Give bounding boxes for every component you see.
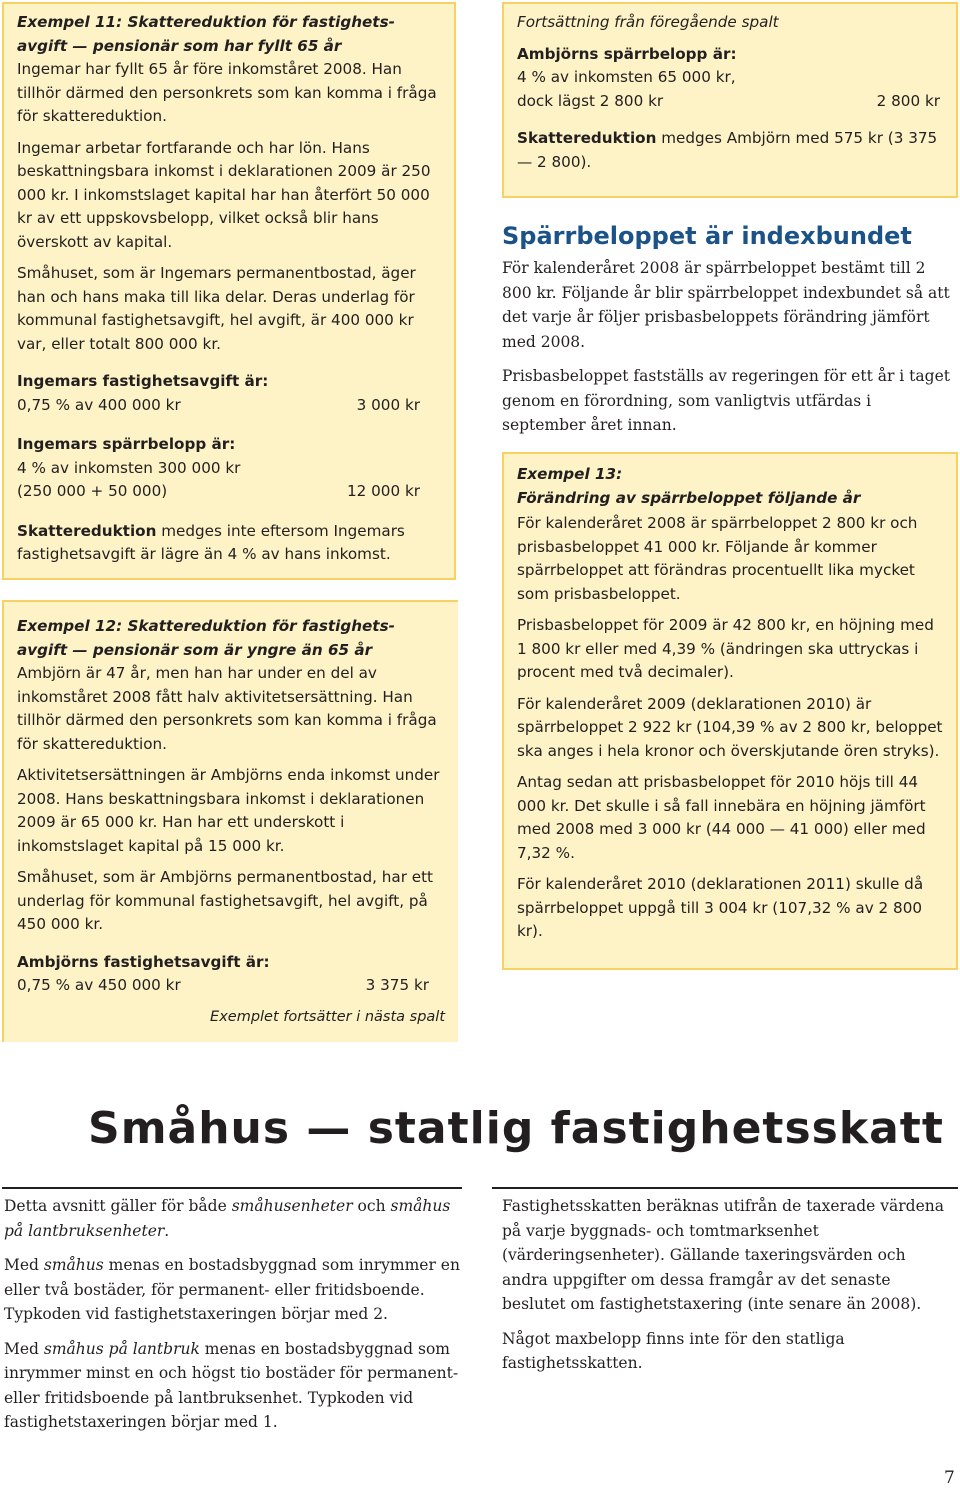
fee-calculation: 0,75 % av 450 000 kr [17, 976, 181, 994]
limit-amount: 12 000 kr [346, 482, 420, 500]
example-13 [517, 463, 945, 952]
example-12-limit-heading: Ambjörns spärrbelopp är: [517, 44, 737, 63]
limit-calculation-1: 4 % av inkomsten 300 000 kr [17, 458, 241, 477]
page-number: 7 [944, 1468, 955, 1488]
index-para-1: För kalenderåret 2008 är spärrbeloppet bestämt till 2 800 kr. Följande år blir spärrbeloppet indexbundet så att det varje år följer prisbasbeloppets förändring jämfört med 2008. [502, 259, 950, 351]
example-13-title: Exempel 13: Förändring av spärrbeloppet följande år [517, 465, 861, 507]
limit-calculation-2: dock lägst 2 800 kr [517, 91, 664, 110]
right-column-rule [492, 1187, 958, 1189]
example-13-para-1: För kalenderåret 2008 är spärrbeloppet 2 800 kr och prisbasbeloppet 41 000 kr. Följande år kommer spärrbeloppet att förändras procentuellt lika mycket som prisbasbeloppet. [517, 514, 918, 603]
example-12-continued [517, 11, 945, 182]
example-11-para-2: Ingemar arbetar fortfarande och har lön. Hans beskattningsbara inkomst i deklarationen 2009 är 250 000 kr. I inkomstslaget kapital har han återfört 50 000 kr av ett uppskovsbelopp, vilket också blir hans överskott av kapital. [17, 138, 431, 251]
right-para-2: Något maxbelopp finns inte för den statliga fastighetsskatten. [502, 1329, 845, 1372]
example-13-para-4: Antag sedan att prisbasbeloppet för 2010 höjs till 44 000 kr. Det skulle i så fall innebära en höjning jämfört med 2008 med 3 000 kr (44 000 — 41 000) eller med 7,32 %. [517, 773, 926, 862]
continues-note: Exemplet fortsätter i nästa spalt [210, 1008, 445, 1025]
example-12-limit-row [517, 90, 945, 114]
fee-amount: 3 375 kr [365, 976, 429, 994]
left-para-1: Detta avsnitt gäller för både småhusenheter och småhus på lantbruksenheter. [4, 1197, 451, 1240]
limit-calculation-1: 4 % av inkomsten 65 000 kr, [517, 68, 736, 86]
fee-amount: 3 000 kr [356, 395, 420, 414]
right-para-1: Fastighetsskatten beräknas utifrån de taxerade värdena på varje byggnads- och tomtmarksenhet (värderingsenheter). Gällande taxeringsvärden och andra uppgifter om dessa framgår av det senaste beslutet om fastighetstaxering (inte senare än 2008). [502, 1197, 944, 1313]
example-13-para-3: För kalenderåret 2009 (deklarationen 2010) är spärrbeloppet 2 922 kr (104,39 % av 2 800 kr, beloppet ska anges i hela kronor och överskjutande ören stryks). [517, 694, 943, 760]
fee-calculation: 0,75 % av 400 000 kr [17, 395, 181, 414]
limit-calculation-2: (250 000 + 50 000) [17, 482, 168, 500]
example-11 [17, 11, 442, 575]
example-12 [17, 615, 445, 1029]
example-11-fee-heading: Ingemars fastighetsavgift är: [17, 372, 269, 390]
example-11-para-1: Ingemar har fyllt 65 år före inkomståret 2008. Han tillhör därmed den personkrets som kan komma i fråga för skattereduktion. [17, 60, 437, 125]
example-13-para-5: För kalenderåret 2010 (deklarationen 2011) skulle då spärrbeloppet uppgå till 3 004 kr (107,32 % av 2 800 kr). [517, 875, 924, 940]
left-para-3: Med småhus på lantbruk menas en bostadsbyggnad som inrymmer minst en och högst tio bostäder för permanent- eller fritidsboende på lantbruksenhet. Typkoden vid fastighetstaxeringen börjar med 1. [4, 1339, 459, 1431]
example-11-limit-row [17, 480, 442, 504]
example-11-fee-row [17, 394, 442, 418]
example-12-para-3: Småhuset, som är Ambjörns permanentbostad, har ett underlag för kommunal fastighetsavgift, hel avgift, på 450 000 kr. [17, 868, 434, 933]
example-12-title: Exempel 12: Skattereduktion för fastighets- avgift — pensionär som är yngre än 65 år [17, 617, 395, 659]
example-11-result: Skattereduktion medges inte eftersom Ingemars fastighetsavgift är lägre än 4 % av hans inkomst. [17, 521, 405, 563]
example-12-result: Skattereduktion medges Ambjörn med 575 kr (3 375 — 2 800). [517, 129, 938, 171]
page-title: Småhus — statlig fastighetsskatt [88, 1103, 944, 1154]
right-column [502, 1194, 954, 1386]
example-11-title: Exempel 11: Skattereduktion för fastighets- avgift — pensionär som har fyllt 65 år [17, 13, 395, 55]
left-column [4, 1194, 460, 1445]
left-column-rule [2, 1187, 462, 1189]
left-para-2: Med småhus menas en bostadsbyggnad som inrymmer en eller två bostäder, för permanent- eller fritidsboende. Typkoden vid fastighetstaxeringen börjar med 2. [4, 1256, 460, 1323]
example-11-limit-heading: Ingemars spärrbelopp är: [17, 435, 236, 453]
example-12-para-1: Ambjörn är 47 år, men han har under en del av inkomståret 2008 fått halv aktivitetsersättning. Han tillhör därmed den personkrets som kan komma i fråga för skattereduktion. [17, 664, 437, 753]
example-12-para-2: Aktivitetsersättningen är Ambjörns enda inkomst under 2008. Hans beskattningsbara inkomst i deklarationen 2009 är 65 000 kr. Han har ett underskott i inkomstslaget kapital på 15 000 kr. [17, 766, 440, 855]
index-section-text [502, 256, 952, 448]
example-12-fee-heading: Ambjörns fastighetsavgift är: [17, 952, 270, 971]
example-12-fee-row [17, 974, 445, 998]
limit-amount: 2 800 kr [876, 91, 940, 110]
index-para-2: Prisbasbeloppet fastställs av regeringen för ett år i taget genom en förordning, som vanligtvis utfärdas i september året innan. [502, 367, 950, 434]
section-heading: Spärrbeloppet är indexbundet [502, 222, 912, 250]
example-13-para-2: Prisbasbeloppet för 2009 är 42 800 kr, en höjning med 1 800 kr eller med 4,39 % (ändringen ska uttryckas i procent med två decimaler). [517, 616, 934, 681]
example-11-para-3: Småhuset, som är Ingemars permanentbostad, äger han och hans maka till lika delar. Deras underlag för kommunal fastighetsavgift, hel avgift, är 400 000 kr var, eller totalt 800 000 kr. [17, 264, 416, 353]
continuation-label: Fortsättning från föregående spalt [517, 13, 779, 31]
